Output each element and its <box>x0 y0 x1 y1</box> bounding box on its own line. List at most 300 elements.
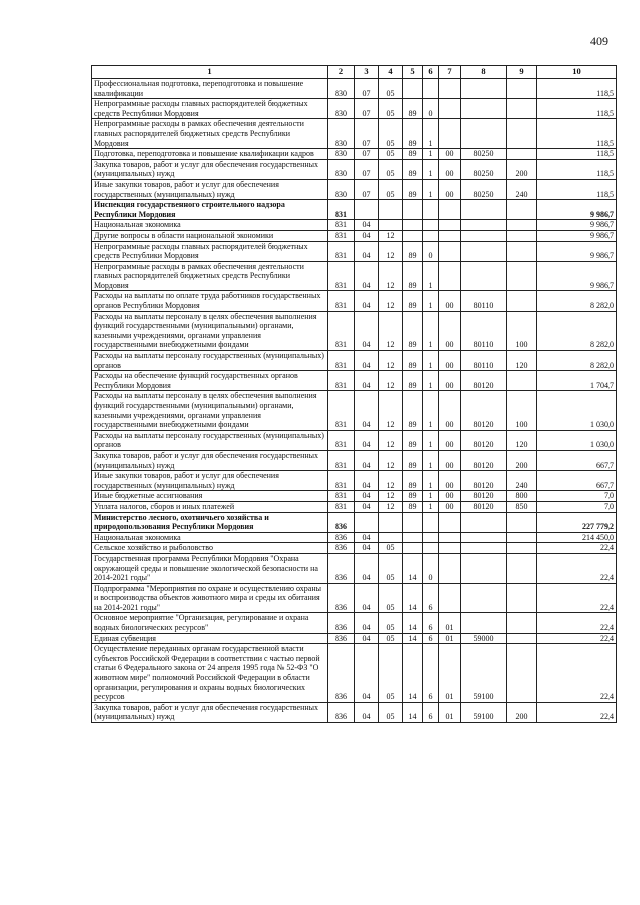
code-cell: 80120 <box>461 471 507 491</box>
code-cell <box>423 543 439 554</box>
code-cell: 01 <box>439 702 461 722</box>
amount-cell: 1 030,0 <box>537 391 617 430</box>
code-cell: 12 <box>379 471 403 491</box>
code-cell <box>461 543 507 554</box>
code-cell: 14 <box>403 583 423 613</box>
code-cell: 200 <box>507 159 537 179</box>
table-row <box>92 230 617 241</box>
code-cell <box>439 99 461 119</box>
table-row <box>92 291 617 311</box>
code-cell: 89 <box>403 501 423 512</box>
code-cell <box>507 149 537 160</box>
code-cell: 05 <box>379 583 403 613</box>
code-cell: 12 <box>379 501 403 512</box>
code-cell: 07 <box>355 149 379 160</box>
code-cell <box>439 230 461 241</box>
code-cell: 836 <box>328 583 355 613</box>
code-cell: 89 <box>403 450 423 470</box>
code-cell <box>423 532 439 543</box>
code-cell: 6 <box>423 583 439 613</box>
code-cell <box>461 230 507 241</box>
code-cell: 04 <box>355 450 379 470</box>
code-cell: 00 <box>439 159 461 179</box>
code-cell <box>439 532 461 543</box>
amount-cell: 7,0 <box>537 491 617 502</box>
code-cell: 05 <box>379 99 403 119</box>
code-cell: 14 <box>403 644 423 703</box>
code-cell: 00 <box>439 450 461 470</box>
code-cell: 831 <box>328 391 355 430</box>
code-cell: 14 <box>403 553 423 583</box>
code-cell <box>507 543 537 554</box>
code-cell: 07 <box>355 179 379 199</box>
amount-cell: 118,5 <box>537 179 617 199</box>
row-name: Уплата налогов, сборов и иных платежей <box>92 501 328 512</box>
code-cell: 836 <box>328 702 355 722</box>
code-cell: 100 <box>507 311 537 350</box>
code-cell: 04 <box>355 532 379 543</box>
row-name: Расходы на выплаты персоналу государственных (муниципальных) органов <box>92 351 328 371</box>
amount-cell: 9 986,7 <box>537 241 617 261</box>
code-cell: 6 <box>423 633 439 644</box>
code-cell: 89 <box>403 99 423 119</box>
column-header: 5 <box>403 66 423 79</box>
code-cell: 200 <box>507 450 537 470</box>
code-cell: 831 <box>328 241 355 261</box>
code-cell <box>423 512 439 532</box>
table-row <box>92 450 617 470</box>
code-cell <box>461 99 507 119</box>
table-row <box>92 200 617 220</box>
code-cell: 836 <box>328 543 355 554</box>
code-cell: 00 <box>439 351 461 371</box>
code-cell: 05 <box>379 613 403 633</box>
code-cell: 1 <box>423 450 439 470</box>
column-header: 3 <box>355 66 379 79</box>
code-cell <box>439 119 461 149</box>
code-cell: 89 <box>403 471 423 491</box>
row-name: Иные закупки товаров, работ и услуг для обеспечения государственных (муниципальных) нужд <box>92 471 328 491</box>
code-cell <box>507 119 537 149</box>
row-name: Закупка товаров, работ и услуг для обеспечения государственных (муниципальных) нужд <box>92 450 328 470</box>
code-cell: 12 <box>379 371 403 391</box>
amount-cell: 22,4 <box>537 633 617 644</box>
code-cell: 12 <box>379 491 403 502</box>
table-row <box>92 391 617 430</box>
column-header: 8 <box>461 66 507 79</box>
amount-cell: 9 986,7 <box>537 220 617 231</box>
code-cell: 831 <box>328 371 355 391</box>
code-cell: 14 <box>403 613 423 633</box>
code-cell: 00 <box>439 501 461 512</box>
code-cell <box>507 583 537 613</box>
code-cell: 1 <box>423 430 439 450</box>
amount-cell: 118,5 <box>537 99 617 119</box>
code-cell: 0 <box>423 99 439 119</box>
code-cell <box>423 230 439 241</box>
code-cell <box>403 512 423 532</box>
code-cell <box>507 644 537 703</box>
code-cell: 1 <box>423 149 439 160</box>
code-cell: 14 <box>403 702 423 722</box>
code-cell: 04 <box>355 311 379 350</box>
code-cell: 831 <box>328 351 355 371</box>
code-cell: 04 <box>355 261 379 291</box>
code-cell <box>439 543 461 554</box>
code-cell: 80120 <box>461 371 507 391</box>
code-cell: 12 <box>379 391 403 430</box>
code-cell: 89 <box>403 149 423 160</box>
row-name: Расходы на выплаты персоналу государственных (муниципальных) органов <box>92 430 328 450</box>
row-name: Подготовка, переподготовка и повышение квалификации кадров <box>92 149 328 160</box>
code-cell: 6 <box>423 613 439 633</box>
table-row <box>92 532 617 543</box>
code-cell <box>461 200 507 220</box>
code-cell: 80250 <box>461 179 507 199</box>
code-cell: 1 <box>423 501 439 512</box>
table-row <box>92 471 617 491</box>
amount-cell: 9 986,7 <box>537 200 617 220</box>
table-row <box>92 633 617 644</box>
code-cell: 12 <box>379 351 403 371</box>
table-row <box>92 491 617 502</box>
code-cell: 1 <box>423 371 439 391</box>
code-cell: 120 <box>507 430 537 450</box>
table-row <box>92 512 617 532</box>
code-cell: 12 <box>379 241 403 261</box>
code-cell: 04 <box>355 471 379 491</box>
code-cell: 05 <box>379 159 403 179</box>
code-cell: 04 <box>355 351 379 371</box>
row-name: Иные бюджетные ассигнования <box>92 491 328 502</box>
code-cell <box>403 200 423 220</box>
code-cell: 830 <box>328 159 355 179</box>
amount-cell: 667,7 <box>537 450 617 470</box>
code-cell: 04 <box>355 501 379 512</box>
code-cell <box>423 200 439 220</box>
row-name: Расходы на выплаты персоналу в целях обеспечения выполнения функций государственными (муниципальными) органами, казенными учреждениями, органами управления государственными внебюджетными фондами <box>92 311 328 350</box>
code-cell: 04 <box>355 613 379 633</box>
code-cell: 836 <box>328 633 355 644</box>
amount-cell: 22,4 <box>537 553 617 583</box>
amount-cell: 118,5 <box>537 119 617 149</box>
code-cell: 830 <box>328 149 355 160</box>
code-cell: 07 <box>355 119 379 149</box>
row-name: Другие вопросы в области национальной экономики <box>92 230 328 241</box>
code-cell <box>461 553 507 583</box>
code-cell <box>439 512 461 532</box>
code-cell: 6 <box>423 644 439 703</box>
table-row <box>92 159 617 179</box>
code-cell <box>403 220 423 231</box>
code-cell: 89 <box>403 179 423 199</box>
code-cell <box>507 512 537 532</box>
code-cell: 89 <box>403 241 423 261</box>
table-row <box>92 702 617 722</box>
code-cell: 80110 <box>461 351 507 371</box>
code-cell <box>379 532 403 543</box>
code-cell: 831 <box>328 311 355 350</box>
table-row <box>92 220 617 231</box>
table-row <box>92 179 617 199</box>
column-header: 9 <box>507 66 537 79</box>
code-cell: 01 <box>439 644 461 703</box>
row-name: Основное мероприятие "Организация, регулирование и охрана водных биологических ресурсов" <box>92 613 328 633</box>
code-cell: 04 <box>355 371 379 391</box>
code-cell: 89 <box>403 261 423 291</box>
code-cell: 05 <box>379 179 403 199</box>
code-cell: 01 <box>439 613 461 633</box>
code-cell: 00 <box>439 291 461 311</box>
code-cell: 89 <box>403 430 423 450</box>
code-cell: 80120 <box>461 491 507 502</box>
code-cell: 80250 <box>461 159 507 179</box>
amount-cell: 1 030,0 <box>537 430 617 450</box>
code-cell <box>507 79 537 99</box>
amount-cell: 22,4 <box>537 583 617 613</box>
column-header: 2 <box>328 66 355 79</box>
amount-cell: 118,5 <box>537 79 617 99</box>
code-cell: 831 <box>328 471 355 491</box>
code-cell: 59100 <box>461 702 507 722</box>
code-cell: 831 <box>328 491 355 502</box>
column-header: 4 <box>379 66 403 79</box>
code-cell: 850 <box>507 501 537 512</box>
table-row <box>92 613 617 633</box>
code-cell: 00 <box>439 430 461 450</box>
amount-cell: 22,4 <box>537 543 617 554</box>
row-name: Государственная программа Республики Мордовия "Охрана окружающей среды и повышение экологической безопасности на 2014-2021 годы" <box>92 553 328 583</box>
code-cell: 0 <box>423 241 439 261</box>
code-cell: 836 <box>328 553 355 583</box>
code-cell: 80110 <box>461 311 507 350</box>
amount-cell: 667,7 <box>537 471 617 491</box>
code-cell <box>461 613 507 633</box>
code-cell: 120 <box>507 351 537 371</box>
code-cell: 04 <box>355 391 379 430</box>
code-cell <box>507 99 537 119</box>
code-cell: 1 <box>423 261 439 291</box>
amount-cell: 8 282,0 <box>537 311 617 350</box>
code-cell: 831 <box>328 450 355 470</box>
row-name: Сельское хозяйство и рыболовство <box>92 543 328 554</box>
amount-cell: 7,0 <box>537 501 617 512</box>
table-row <box>92 79 617 99</box>
code-cell: 12 <box>379 261 403 291</box>
code-cell <box>379 200 403 220</box>
code-cell: 12 <box>379 230 403 241</box>
code-cell: 04 <box>355 583 379 613</box>
code-cell <box>461 261 507 291</box>
code-cell <box>507 613 537 633</box>
code-cell <box>461 119 507 149</box>
code-cell <box>507 241 537 261</box>
code-cell: 831 <box>328 291 355 311</box>
row-name: Непрограммные расходы в рамках обеспечения деятельности главных распорядителей бюджетных средств Республики Мордовия <box>92 119 328 149</box>
code-cell <box>461 512 507 532</box>
code-cell: 04 <box>355 702 379 722</box>
code-cell: 04 <box>355 553 379 583</box>
code-cell <box>403 230 423 241</box>
table-row <box>92 583 617 613</box>
table-row <box>92 371 617 391</box>
code-cell <box>439 79 461 99</box>
code-cell: 830 <box>328 179 355 199</box>
column-header: 10 <box>537 66 617 79</box>
row-name: Инспекция государственного строительного надзора Республики Мордовия <box>92 200 328 220</box>
row-name: Закупка товаров, работ и услуг для обеспечения государственных (муниципальных) нужд <box>92 702 328 722</box>
code-cell: 80120 <box>461 391 507 430</box>
code-cell: 00 <box>439 391 461 430</box>
code-cell: 05 <box>379 79 403 99</box>
code-cell: 00 <box>439 311 461 350</box>
code-cell: 831 <box>328 230 355 241</box>
code-cell: 05 <box>379 702 403 722</box>
code-cell: 04 <box>355 543 379 554</box>
code-cell: 830 <box>328 79 355 99</box>
code-cell: 100 <box>507 391 537 430</box>
row-name: Непрограммные расходы главных распорядителей бюджетных средств Республики Мордовия <box>92 99 328 119</box>
amount-cell: 22,4 <box>537 644 617 703</box>
code-cell <box>461 220 507 231</box>
code-cell: 1 <box>423 351 439 371</box>
amount-cell: 9 986,7 <box>537 230 617 241</box>
code-cell: 05 <box>379 553 403 583</box>
code-cell <box>379 220 403 231</box>
code-cell: 04 <box>355 291 379 311</box>
amount-cell: 8 282,0 <box>537 351 617 371</box>
code-cell <box>423 220 439 231</box>
code-cell: 836 <box>328 532 355 543</box>
code-cell: 80120 <box>461 501 507 512</box>
code-cell <box>403 532 423 543</box>
code-cell: 89 <box>403 391 423 430</box>
code-cell: 831 <box>328 200 355 220</box>
code-cell: 1 <box>423 491 439 502</box>
code-cell: 04 <box>355 633 379 644</box>
row-name: Расходы на выплаты по оплате труда работников государственных органов Республики Мордовия <box>92 291 328 311</box>
table-row <box>92 311 617 350</box>
column-header: 6 <box>423 66 439 79</box>
code-cell: 830 <box>328 99 355 119</box>
code-cell: 12 <box>379 430 403 450</box>
code-cell <box>461 79 507 99</box>
code-cell: 240 <box>507 471 537 491</box>
code-cell: 07 <box>355 79 379 99</box>
code-cell: 01 <box>439 633 461 644</box>
code-cell: 1 <box>423 119 439 149</box>
code-cell <box>423 79 439 99</box>
row-name: Закупка товаров, работ и услуг для обеспечения государственных (муниципальных) нужд <box>92 159 328 179</box>
row-name: Профессиональная подготовка, переподготовка и повышение квалификации <box>92 79 328 99</box>
code-cell: 89 <box>403 371 423 391</box>
code-cell: 831 <box>328 430 355 450</box>
code-cell <box>379 512 403 532</box>
code-cell: 1 <box>423 311 439 350</box>
table-row <box>92 543 617 554</box>
code-cell: 05 <box>379 543 403 554</box>
code-cell: 04 <box>355 644 379 703</box>
code-cell <box>507 532 537 543</box>
code-cell: 89 <box>403 351 423 371</box>
code-cell <box>403 79 423 99</box>
amount-cell: 9 986,7 <box>537 261 617 291</box>
code-cell: 0 <box>423 553 439 583</box>
code-cell: 59000 <box>461 633 507 644</box>
table-row <box>92 553 617 583</box>
row-name: Национальная экономика <box>92 220 328 231</box>
code-cell: 831 <box>328 261 355 291</box>
code-cell <box>403 543 423 554</box>
code-cell: 89 <box>403 311 423 350</box>
code-cell: 04 <box>355 491 379 502</box>
page-number: 409 <box>590 34 608 48</box>
code-cell: 05 <box>379 149 403 160</box>
code-cell <box>507 261 537 291</box>
code-cell: 1 <box>423 471 439 491</box>
code-cell <box>507 553 537 583</box>
code-cell: 07 <box>355 99 379 119</box>
code-cell: 59100 <box>461 644 507 703</box>
code-cell <box>461 532 507 543</box>
code-cell: 1 <box>423 179 439 199</box>
code-cell: 89 <box>403 491 423 502</box>
table-row <box>92 261 617 291</box>
code-cell: 200 <box>507 702 537 722</box>
amount-cell: 22,4 <box>537 702 617 722</box>
table-row <box>92 351 617 371</box>
code-cell: 1 <box>423 391 439 430</box>
code-cell: 89 <box>403 291 423 311</box>
row-name: Подпрограмма "Мероприятия по охране и осуществлению охраны и воспроизводства объектов животного мира и среды их обитания на 2014-2021 годы" <box>92 583 328 613</box>
table-row <box>92 501 617 512</box>
table-row <box>92 119 617 149</box>
code-cell: 80110 <box>461 291 507 311</box>
code-cell: 04 <box>355 220 379 231</box>
code-cell: 831 <box>328 501 355 512</box>
amount-cell: 22,4 <box>537 613 617 633</box>
amount-cell: 214 450,0 <box>537 532 617 543</box>
column-header: 1 <box>92 66 328 79</box>
code-cell <box>439 553 461 583</box>
code-cell: 12 <box>379 291 403 311</box>
code-cell <box>439 241 461 261</box>
code-cell: 00 <box>439 371 461 391</box>
amount-cell: 118,5 <box>537 149 617 160</box>
row-name: Министерство лесного, охотничьего хозяйства и природопользования Республики Мордовия <box>92 512 328 532</box>
code-cell: 89 <box>403 159 423 179</box>
code-cell: 6 <box>423 702 439 722</box>
amount-cell: 8 282,0 <box>537 291 617 311</box>
row-name: Непрограммные расходы в рамках обеспечения деятельности главных распорядителей бюджетных средств Республики Мордовия <box>92 261 328 291</box>
column-header: 7 <box>439 66 461 79</box>
code-cell <box>507 371 537 391</box>
table-row <box>92 430 617 450</box>
table-row <box>92 149 617 160</box>
code-cell: 80250 <box>461 149 507 160</box>
budget-table <box>91 65 617 723</box>
code-cell <box>507 200 537 220</box>
code-cell: 07 <box>355 159 379 179</box>
code-cell: 00 <box>439 149 461 160</box>
code-cell <box>507 230 537 241</box>
code-cell: 04 <box>355 241 379 261</box>
code-cell: 836 <box>328 613 355 633</box>
row-name: Единая субвенция <box>92 633 328 644</box>
amount-cell: 227 779,2 <box>537 512 617 532</box>
row-name: Национальная экономика <box>92 532 328 543</box>
code-cell: 80120 <box>461 450 507 470</box>
